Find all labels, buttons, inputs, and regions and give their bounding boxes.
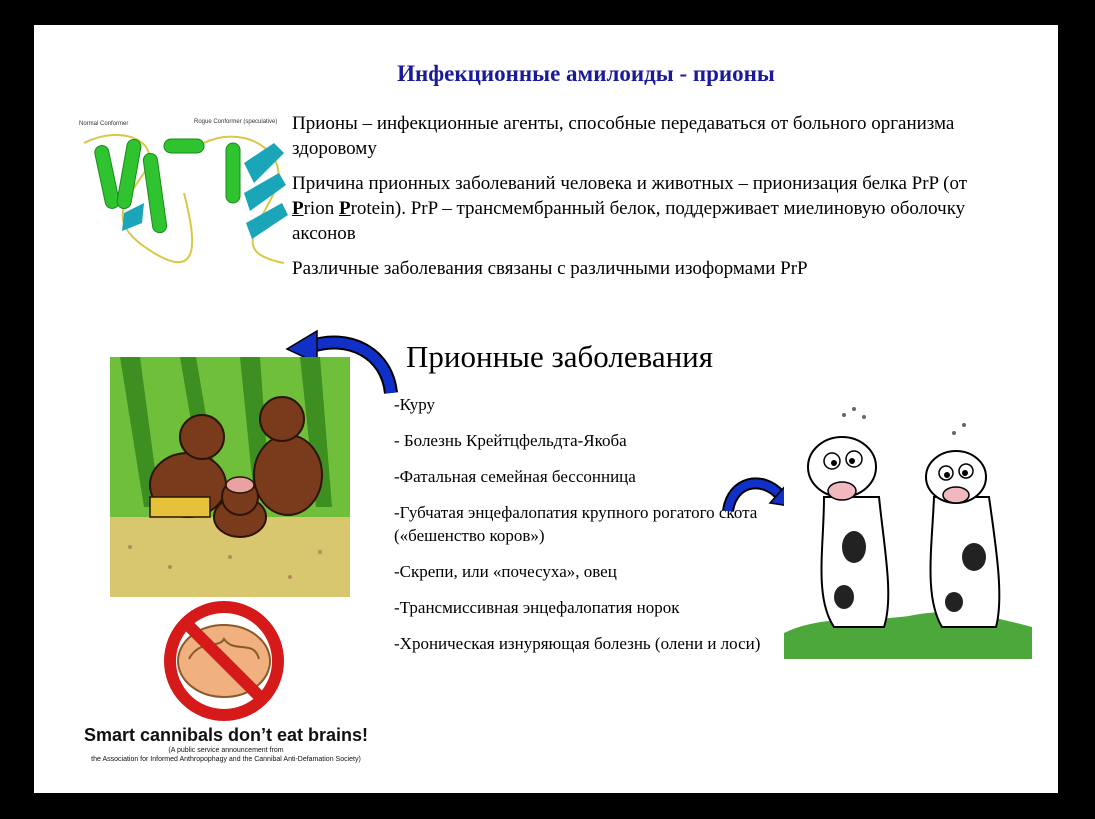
cannibals-cartoon-image — [110, 357, 350, 597]
intro-paragraph-3: Различные заболевания связаны с различными изоформами PrP — [292, 258, 808, 279]
diseases-list — [394, 393, 764, 668]
no-brains-prohibition-sign-icon — [159, 599, 289, 723]
diseases-heading: Прионные заболевания — [406, 339, 714, 374]
disease-item: -Губчатая энцефалопатия крупного рогатого скота («бешенство коров») — [394, 503, 758, 545]
protein-p-letter: P — [338, 198, 351, 219]
poster-line-2: the Association for Informed Anthropophagy and the Cannibal Anti-Defamation Society) — [91, 756, 361, 763]
intro-paragraph-1: Прионы – инфекционные агенты, способные передаваться от больного организма здоровому — [292, 113, 955, 159]
disease-item: -Трансмиссивная энцефалопатия норок — [394, 598, 680, 617]
prion-p-letter: P — [292, 198, 304, 219]
disease-item: -Скрепи, или «почесуха», овец — [394, 562, 617, 581]
poster-line-1: (A public service announcement from — [168, 747, 284, 754]
rogue-conformer-label: Rogue Conformer (speculative) — [194, 119, 278, 125]
slide — [34, 25, 1058, 793]
prion-protein-structure-image — [64, 113, 314, 273]
disease-item: -Куру — [394, 395, 435, 414]
intro-p2-start: Причина прионных заболеваний человека и животных – прионизация белка PrP (от — [292, 173, 968, 194]
disease-item: -Фатальная семейная бессонница — [394, 467, 636, 486]
intro-p2-rion: rion — [303, 198, 339, 219]
cannibal-poster-text — [76, 725, 376, 764]
poster-headline: Smart cannibals don’t eat brains! — [83, 725, 369, 745]
intro-paragraph-2 — [292, 171, 1012, 246]
intro-p2-rotein: rotein — [350, 198, 395, 219]
normal-conformer-label: Normal Conformer — [79, 121, 129, 127]
slide-title: Инфекционные амилоиды - прионы — [397, 61, 775, 86]
intro-text — [292, 111, 1012, 291]
disease-item: - Болезнь Крейтцфельдта-Якоба — [394, 431, 627, 450]
mad-cows-cartoon-image — [784, 397, 1032, 659]
intro-p2-end: ). PrP – трансмембранный белок, поддерживает миелиновую оболочку аксонов — [292, 198, 966, 244]
disease-item: -Хроническая изнуряющая болезнь (олени и лоси) — [394, 634, 761, 653]
